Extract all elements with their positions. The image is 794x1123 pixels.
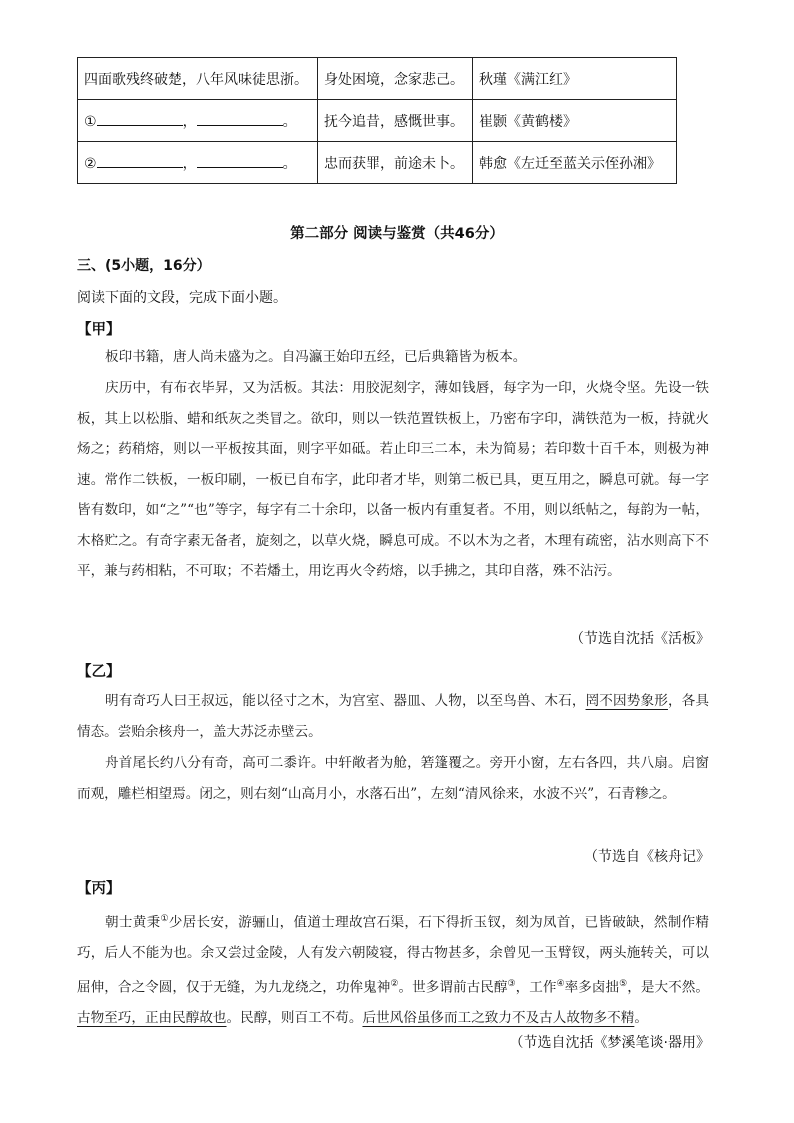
feeling-cell: 抚今追昔，感慨世事。 <box>318 100 473 142</box>
footnote-marker: ④ <box>556 978 565 989</box>
author-cell: 秋瑾《满江红》 <box>473 58 677 100</box>
table-row <box>78 142 677 184</box>
passage-label-bing: 【丙】 <box>77 881 121 897</box>
passage-yi-paragraph-1 <box>77 686 709 747</box>
footnote-marker: ③ <box>507 978 516 989</box>
text-span: ，工作 <box>515 979 557 996</box>
passage-jia-paragraph-2: 庆历中，有布衣毕昇，又为活板。其法：用胶泥刻字，薄如钱唇，每字为一印，火烧令坚。先设一铁板，其上以松脂、蜡和纸灰之类冒之。欲印，则以一铁范置铁板上，乃密布字印，满铁范为一板，持就火炀之；药稍熔，则以一平板按其面，则字平如砥。若止印三二本，未为简易；若印数十百千本，则极为神速。常作二铁板，一板印刷，一板已自布字，此印者才毕，则第二板已具，更互用之，瞬息可就。每一字皆有数印，如“之”“也”等字，每字有二十余印，以备一板内有重复者。不用，则以纸帖之，每韵为一帖，木格贮之。有奇字素无备者，旋刻之，以草火烧，瞬息可成。不以木为之者，木理有疏密，沾水则高下不平，兼与药相粘，不可取；不若燔土，用讫再火令药熔，以手拂之，其印自落，殊不沾污。 <box>77 380 709 579</box>
source-yi: （节选自《核舟记》 <box>584 849 710 865</box>
author-cell: 崔颢《黄鹤楼》 <box>473 100 677 142</box>
passage-label-jia: 【甲】 <box>77 322 121 338</box>
verse-cell: 四面歌残终破楚，八年风味徒思浙。 <box>78 58 318 100</box>
footnote-marker: ⑤ <box>619 978 628 989</box>
period: 。 <box>282 113 297 130</box>
footnote-marker: ② <box>390 978 399 989</box>
text-span: 率多卤拙 <box>564 979 620 996</box>
answer-blank[interactable] <box>197 113 283 126</box>
comma: ， <box>182 155 197 172</box>
text-span: 少居长安，游骊山，值道士理故宫石渠，石下得折玉钗，刻为凤首，已皆破缺，然制作精巧，后人不能为也。余又尝过金陵，人有发六朝陵寝，得古物甚多，余曾见一玉臂钗，两头施转关，可以屈伸，合之令圆，仅于无缝，为九龙绕之，功侔鬼神 <box>77 914 710 996</box>
footnote-marker: ① <box>160 914 169 924</box>
text-span: ，各具情态。尝贻余核舟一，盖大苏泛赤壁云。 <box>77 693 710 740</box>
text-span: ，是大不然。 <box>627 979 710 996</box>
table-row <box>78 58 677 100</box>
period: 。 <box>282 155 297 172</box>
text-span: 明有奇巧人曰王叔远，能以径寸之木，为宫室、器皿、人物，以至鸟兽、木石， <box>105 693 586 709</box>
answer-blank[interactable] <box>97 113 183 126</box>
passage-yi-paragraph-2: 舟首尾长约八分有奇，高可二黍许。中轩敞者为舱，箬篷覆之。旁开小窗，左右各四，共八扇。启窗而观，雕栏相望焉。闭之，则右刻“山高月小，水落石出”，左刻“清风徐来，水波不兴”，石青糁之。 <box>77 755 709 802</box>
answer-blank[interactable] <box>97 155 183 168</box>
source-bing: （节选自沈括《梦溪笔谈·器用》 <box>509 1035 710 1051</box>
verse-blank-cell <box>78 100 318 142</box>
item-number: ② <box>84 155 97 172</box>
item-number: ① <box>84 113 97 130</box>
passage-jia-paragraph-1: 板印书籍，唐人尚未盛为之。自冯瀛王始印五经，已后典籍皆为板本。 <box>105 349 527 365</box>
text-span: 朝士黄秉 <box>105 914 161 931</box>
instruction: 阅读下面的文段，完成下面小题。 <box>77 290 287 306</box>
feeling-cell: 忠而获罪，前途未卜。 <box>318 142 473 184</box>
verse-blank-cell <box>78 142 318 184</box>
poetry-table <box>77 57 677 184</box>
text-span: 。 <box>634 1009 648 1026</box>
part-title: 第二部分 阅读与鉴赏（共46分） <box>290 226 504 242</box>
underlined-phrase: 罔不因势象形 <box>585 693 668 709</box>
text-span: 。世多谓前古民醇 <box>398 979 508 996</box>
author-cell: 韩愈《左迁至蓝关示侄孙湘》 <box>473 142 677 184</box>
feeling-cell: 身处困境，念家悲己。 <box>318 58 473 100</box>
source-jia: （节选自沈括《活板》 <box>570 631 710 647</box>
underlined-sentence: 后世风俗虽侈而工之致力不及古人故物多不精 <box>362 1009 635 1026</box>
table-row <box>78 100 677 142</box>
underlined-sentence: 古物至巧，正由民醇故也 <box>77 1009 227 1026</box>
answer-blank[interactable] <box>197 155 283 168</box>
section-heading: 三、(5小题，16分） <box>77 258 211 274</box>
comma: ， <box>182 113 197 130</box>
passage-bing-paragraph <box>77 904 709 1033</box>
text-span: 。民醇，则百工不苟。 <box>226 1009 363 1026</box>
passage-label-yi: 【乙】 <box>77 664 121 680</box>
